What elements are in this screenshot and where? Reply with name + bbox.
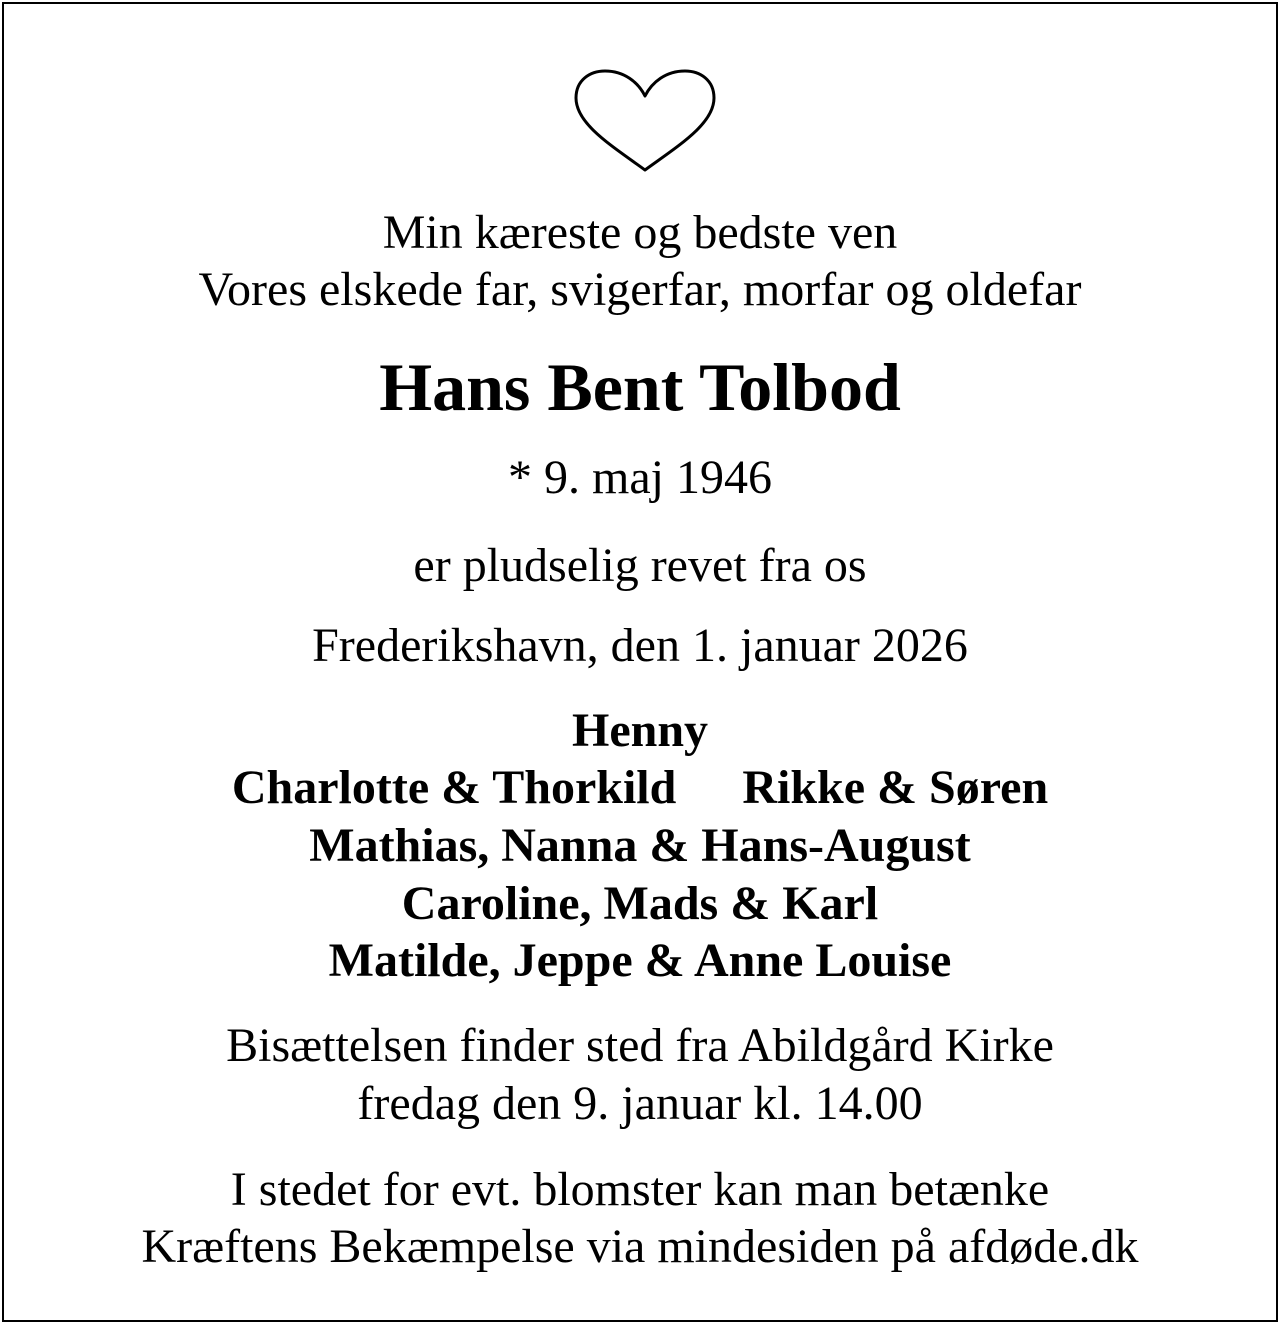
birth-date: * 9. maj 1946 [508, 451, 772, 504]
family-line-5: Matilde, Jeppe & Anne Louise [328, 934, 952, 987]
obituary-card [2, 2, 1278, 1322]
family-line-4: Caroline, Mads & Karl [401, 877, 879, 930]
donation-line-2: Kræftens Bekæmpelse via mindesiden på afdøde.dk [141, 1220, 1139, 1273]
announcement-text: er pludselig revet fra os [413, 539, 867, 592]
heart-outline-icon [572, 68, 718, 174]
family-line-2 [4, 761, 1276, 814]
donation-line-1: I stedet for evt. blomster kan man betænke [230, 1163, 1050, 1216]
intro-line-2: Vores elskede far, svigerfar, morfar og oldefar [198, 263, 1082, 316]
family-couple-left: Charlotte & Thorkild [231, 761, 677, 814]
family-line-1: Henny [571, 704, 709, 757]
intro-line-1: Min kæreste og bedste ven [382, 206, 898, 259]
place-and-date: Frederikshavn, den 1. januar 2026 [312, 619, 968, 672]
funeral-line-1: Bisættelsen finder sted fra Abildgård Kirke [226, 1019, 1054, 1072]
family-line-3: Mathias, Nanna & Hans-August [309, 819, 971, 872]
deceased-name: Hans Bent Tolbod [379, 349, 901, 425]
funeral-line-2: fredag den 9. januar kl. 14.00 [357, 1077, 923, 1130]
family-couple-right: Rikke & Søren [742, 761, 1049, 814]
